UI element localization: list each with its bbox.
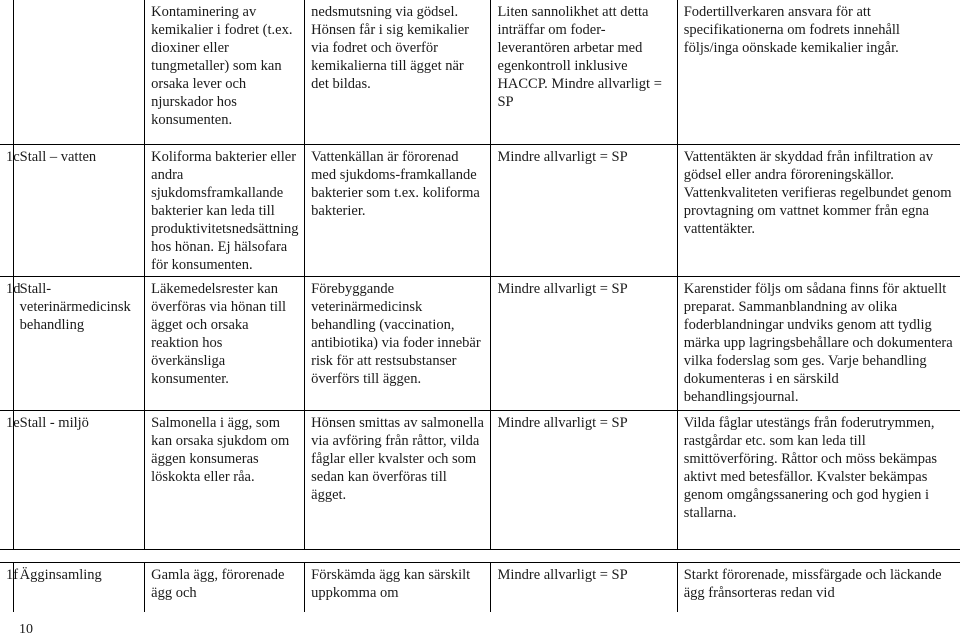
table-row (0, 277, 960, 411)
row-measure: Vattentäkten är skyddad från infiltration av gödsel eller andra föroreningskällor. Vattenkvaliteten verifieras regelbundet genom provtagning om vattnet kommer från egna vattentäkter. (677, 145, 960, 277)
row-risk: Liten sannolikhet att detta inträffar om foder-leverantören arbetar med egenkontroll inklusive HACCP. Mindre allvarligt = SP (491, 0, 677, 145)
row-hazard: Salmonella i ägg, som kan orsaka sjukdom om äggen konsumeras löskokta eller råa. (145, 411, 305, 550)
row-step: Stall – vatten (13, 145, 145, 277)
row-hazard: Kontaminering av kemikalier i fodret (t.ex. dioxiner eller tungmetaller) som kan orsaka lever och njurskador hos konsumenten. (145, 0, 305, 145)
row-step (13, 0, 145, 145)
table-row (0, 0, 960, 145)
row-id: 1d (0, 277, 13, 411)
row-cause: Förebyggande veterinärmedicinsk behandling (vaccination, antibiotika) via foder innebär risk för att restsubstanser överförs till äggen. (305, 277, 491, 411)
row-step: Stall - miljö (13, 411, 145, 550)
table-row (0, 563, 960, 613)
row-id (0, 0, 13, 145)
row-measure: Vilda fåglar utestängs från foderutrymmen, rastgårdar etc. som kan leda till smittöverföring. Råttor och möss bekämpas aktivt med betesfällor. Kvalster bekämpas genom omgångssanering och god hygien i stallarna. (677, 411, 960, 550)
table-row (0, 411, 960, 550)
row-cause: Hönsen smittas av salmonella via avföring från råttor, vilda fåglar eller kvalster och som sedan kan överföras till ägget. (305, 411, 491, 550)
row-measure: Starkt förorenade, missfärgade och läckande ägg frånsorteras redan vid (677, 563, 960, 613)
row-step: Ägginsamling (13, 563, 145, 613)
row-id: 1e (0, 411, 13, 550)
page-number: 10 (19, 622, 33, 637)
row-measure: Fodertillverkaren ansvara för att specifikationerna om fodrets innehåll följs/inga oönskade kemikalier ingår. (677, 0, 960, 145)
row-step: Stall-veterinärmedicinsk behandling (13, 277, 145, 411)
row-cause: Vattenkällan är förorenad med sjukdoms-framkallande bakterier som t.ex. koliforma bakterier. (305, 145, 491, 277)
row-risk: Mindre allvarligt = SP (491, 563, 677, 613)
row-risk: Mindre allvarligt = SP (491, 411, 677, 550)
row-cause: Förskämda ägg kan särskilt uppkomma om (305, 563, 491, 613)
row-measure: Karenstider följs om sådana finns för aktuellt preparat. Sammanblandning av olika foderblandningar undviks genom att tydlig märka upp lagringsbehållare och dokumentera vilka foderslag som ges. Varje behandling dokumenteras i en särskild behandlingsjournal. (677, 277, 960, 411)
row-id: 1f (0, 563, 13, 613)
row-cause: nedsmutsning via gödsel. Hönsen får i sig kemikalier via fodret och överför kemikalierna till ägget när det bildas. (305, 0, 491, 145)
table-row (0, 145, 960, 277)
row-id: 1c (0, 145, 13, 277)
row-risk: Mindre allvarligt = SP (491, 277, 677, 411)
row-hazard: Koliforma bakterier eller andra sjukdomsframkallande bakterier kan leda till produktivitetsnedsättning hos hönan. Ej hälsofara för konsumenten. (145, 145, 305, 277)
haccp-table-continued (0, 562, 960, 612)
row-risk: Mindre allvarligt = SP (491, 145, 677, 277)
row-hazard: Läkemedelsrester kan överföras via hönan till ägget och orsaka reaktion hos överkänsliga konsumenter. (145, 277, 305, 411)
row-hazard: Gamla ägg, förorenade ägg och (145, 563, 305, 613)
